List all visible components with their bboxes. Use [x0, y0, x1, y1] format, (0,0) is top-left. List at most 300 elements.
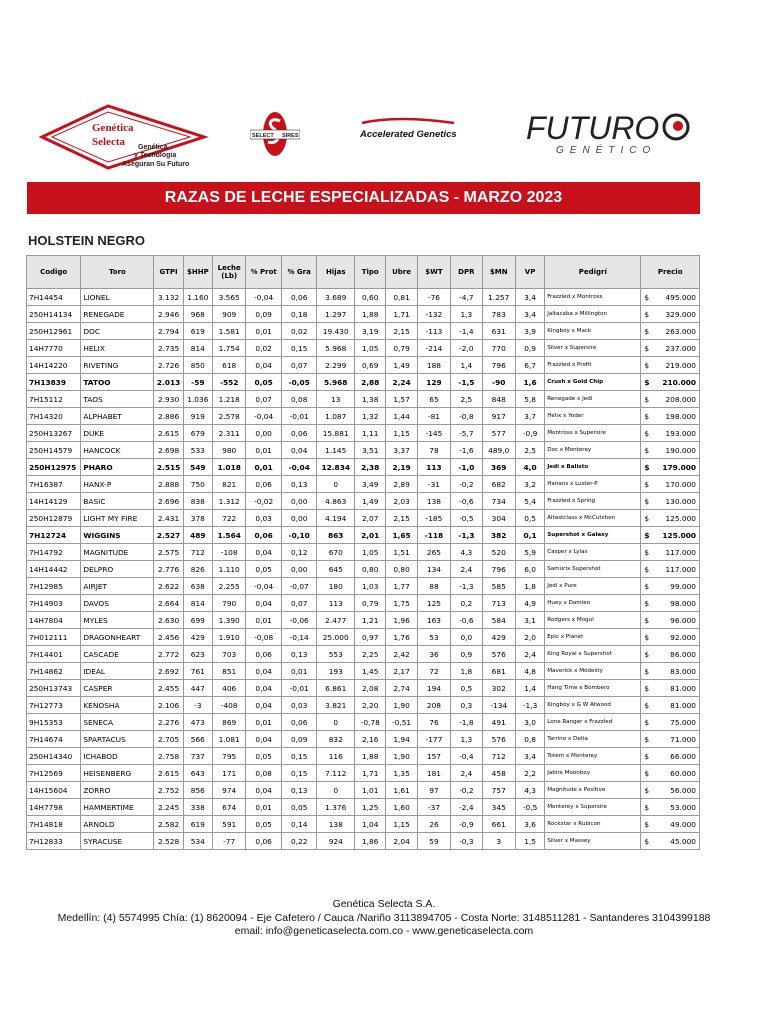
cell-mn: 681: [482, 663, 515, 680]
cell-leche-lb: -77: [212, 833, 245, 850]
cell-hijas: 2.299: [317, 357, 355, 374]
cell-mn: 712: [482, 748, 515, 765]
cell-hijas: 13: [317, 391, 355, 408]
cell-vp: 4,3: [515, 782, 544, 799]
cell-pedigr: Jedi x Pure: [545, 578, 641, 595]
table-row: [27, 663, 700, 680]
cell-ubre: 1,76: [386, 629, 417, 646]
cell-mn: 713: [482, 595, 515, 612]
cell-gra: 0,06: [281, 714, 317, 731]
cell-leche-lb: 618: [212, 357, 245, 374]
cell-precio: [641, 697, 700, 714]
cell-ubre: 1,57: [386, 391, 417, 408]
cell-toro: ZORRO: [81, 782, 154, 799]
cell-ubre: 1,15: [386, 816, 417, 833]
cell-hijas: 2.477: [317, 612, 355, 629]
cell-codigo: 7H14903: [27, 595, 81, 612]
cell-hhp: 712: [183, 544, 212, 561]
cell-mn: 491: [482, 714, 515, 731]
cell-codigo: 250H13267: [27, 425, 81, 442]
cell-ubre: 2,15: [386, 510, 417, 527]
cell-hhp: 968: [183, 306, 212, 323]
cell-vp: 0,1: [515, 527, 544, 544]
cell-pedigr: Frazzled x Profit: [545, 357, 641, 374]
cell-tipo: 3,49: [355, 476, 386, 493]
cell-wt: -113: [417, 323, 450, 340]
cell-wt: -177: [417, 731, 450, 748]
cell-dpr: -0,2: [451, 782, 482, 799]
cell-gtpi: 2.455: [154, 680, 183, 697]
cell-dpr: 0,9: [451, 646, 482, 663]
cell-leche-lb: 1.564: [212, 527, 245, 544]
cell-wt: 97: [417, 782, 450, 799]
col-header: Toro: [81, 256, 154, 289]
currency-symbol: $: [644, 632, 650, 642]
price-value: 96.000: [670, 615, 696, 625]
cell-tipo: 1,88: [355, 748, 386, 765]
table-row: [27, 714, 700, 731]
cell-leche-lb: 1.081: [212, 731, 245, 748]
cell-gra: -0,01: [281, 408, 317, 425]
currency-symbol: $: [644, 581, 650, 591]
cell-hijas: 5.968: [317, 374, 355, 391]
cell-ubre: 2,24: [386, 374, 417, 391]
table-row: [27, 765, 700, 782]
cell-ubre: 1,35: [386, 765, 417, 782]
cell-precio: [641, 561, 700, 578]
cell-leche-lb: -552: [212, 374, 245, 391]
cell-pedigr: Hanans x Luster-P: [545, 476, 641, 493]
cell-precio: [641, 408, 700, 425]
table-row: [27, 374, 700, 391]
logo-gs-tag1: Genética: [138, 144, 168, 151]
cell-wt: -132: [417, 306, 450, 323]
cell-vp: 1,6: [515, 374, 544, 391]
cell-prot: 0,04: [246, 595, 282, 612]
cell-tipo: 3,51: [355, 442, 386, 459]
cell-dpr: 0,2: [451, 595, 482, 612]
cell-gtpi: 2.615: [154, 425, 183, 442]
cell-leche-lb: 1.910: [212, 629, 245, 646]
cell-precio: [641, 289, 700, 306]
cell-wt: 36: [417, 646, 450, 663]
cell-tipo: 2,38: [355, 459, 386, 476]
cell-pedigr: Jedi x Balisto: [545, 459, 641, 476]
table-body: [27, 289, 700, 850]
cell-hhp: 623: [183, 646, 212, 663]
cell-dpr: -0,9: [451, 816, 482, 833]
cell-dpr: 0,0: [451, 629, 482, 646]
cell-hijas: 863: [317, 527, 355, 544]
cell-hijas: 6.861: [317, 680, 355, 697]
cell-codigo: 14H7804: [27, 612, 81, 629]
cell-gra: 0,07: [281, 595, 317, 612]
cell-precio: [641, 510, 700, 527]
cell-tipo: 2,20: [355, 697, 386, 714]
cell-mn: 917: [482, 408, 515, 425]
cell-toro: ARNOLD: [81, 816, 154, 833]
cell-leche-lb: 795: [212, 748, 245, 765]
cell-leche-lb: 821: [212, 476, 245, 493]
cell-gra: -0,04: [281, 459, 317, 476]
cell-mn: 661: [482, 816, 515, 833]
cell-tipo: 1,05: [355, 340, 386, 357]
cell-vp: 6,7: [515, 357, 544, 374]
cell-toro: BASIC: [81, 493, 154, 510]
logo-gs-tag3: Aseguran Su Futuro: [122, 161, 190, 168]
col-header: Precio: [641, 256, 700, 289]
cell-toro: RIVETING: [81, 357, 154, 374]
cell-gtpi: 2.946: [154, 306, 183, 323]
currency-symbol: $: [644, 309, 650, 319]
col-header: VP: [515, 256, 544, 289]
cell-ubre: 1,94: [386, 731, 417, 748]
cell-prot: 0,02: [246, 340, 282, 357]
price-value: 49.000: [670, 819, 696, 829]
cell-tipo: 2,88: [355, 374, 386, 391]
cell-toro: HAMMERTIME: [81, 799, 154, 816]
cell-leche-lb: 974: [212, 782, 245, 799]
price-value: 71.000: [670, 734, 696, 744]
cell-hijas: 7.112: [317, 765, 355, 782]
cell-leche-lb: 591: [212, 816, 245, 833]
cell-mn: 682: [482, 476, 515, 493]
cell-dpr: -0,8: [451, 408, 482, 425]
cell-vp: 0,8: [515, 731, 544, 748]
cell-codigo: 7H14674: [27, 731, 81, 748]
currency-symbol: $: [644, 428, 650, 438]
cell-prot: 0,06: [246, 646, 282, 663]
cell-toro: CASPER: [81, 680, 154, 697]
cell-ubre: 0,80: [386, 561, 417, 578]
cell-gra: 0,13: [281, 476, 317, 493]
cell-codigo: 7H12833: [27, 833, 81, 850]
cell-gtpi: 2.575: [154, 544, 183, 561]
cell-toro: HANX-P: [81, 476, 154, 493]
cell-vp: 3,2: [515, 476, 544, 493]
table-row: [27, 544, 700, 561]
cell-codigo: 14H14442: [27, 561, 81, 578]
cell-gra: -0,14: [281, 629, 317, 646]
cell-hijas: 1.145: [317, 442, 355, 459]
table-row: [27, 578, 700, 595]
currency-symbol: $: [644, 547, 650, 557]
currency-symbol: $: [644, 377, 650, 387]
cell-prot: 0,01: [246, 612, 282, 629]
cell-wt: 265: [417, 544, 450, 561]
col-header: Codigo: [27, 256, 81, 289]
price-value: 81.000: [670, 700, 696, 710]
cell-toro: MYLES: [81, 612, 154, 629]
cell-hhp: -3: [183, 697, 212, 714]
cell-gtpi: 2.698: [154, 442, 183, 459]
price-value: 83.000: [670, 666, 696, 676]
cell-tipo: 1,01: [355, 782, 386, 799]
price-value: 237.000: [665, 343, 696, 353]
cell-dpr: 4,3: [451, 544, 482, 561]
table-header-row: [27, 256, 700, 289]
cell-dpr: -2,0: [451, 340, 482, 357]
cell-pedigr: Supershot x Galaxy: [545, 527, 641, 544]
cell-mn: 345: [482, 799, 515, 816]
cell-mn: 770: [482, 340, 515, 357]
cell-ubre: 2,74: [386, 680, 417, 697]
price-value: 45.000: [670, 836, 696, 846]
table-row: [27, 561, 700, 578]
cell-toro: DELPRO: [81, 561, 154, 578]
cell-tipo: 1,03: [355, 578, 386, 595]
cell-pedigr: Renegade x Jedi: [545, 391, 641, 408]
col-header: $WT: [417, 256, 450, 289]
price-value: 198.000: [665, 411, 696, 421]
cell-hijas: 138: [317, 816, 355, 833]
cell-prot: -0,04: [246, 408, 282, 425]
cell-leche-lb: 2.311: [212, 425, 245, 442]
cell-hhp: 1.160: [183, 289, 212, 306]
cell-tipo: 0,69: [355, 357, 386, 374]
currency-symbol: $: [644, 462, 650, 472]
cell-gra: 0,15: [281, 748, 317, 765]
cell-precio: [641, 459, 700, 476]
cell-tipo: 0,97: [355, 629, 386, 646]
cell-wt: 188: [417, 357, 450, 374]
cell-codigo: 250H12975: [27, 459, 81, 476]
cell-hhp: 473: [183, 714, 212, 731]
cell-tipo: 1,32: [355, 408, 386, 425]
cell-gra: 0,01: [281, 663, 317, 680]
cell-vp: 5,8: [515, 391, 544, 408]
price-value: 329.000: [665, 309, 696, 319]
cell-wt: 59: [417, 833, 450, 850]
cell-gtpi: 2.726: [154, 357, 183, 374]
cell-leche-lb: -408: [212, 697, 245, 714]
cell-gra: -0,06: [281, 612, 317, 629]
cell-pedigr: Frazzled x Montross: [545, 289, 641, 306]
futuro-sub-text: GENÉTICO: [556, 145, 657, 156]
cell-prot: 0,00: [246, 425, 282, 442]
cell-vp: 0,5: [515, 510, 544, 527]
cell-dpr: 2,4: [451, 561, 482, 578]
cell-toro: KENOSHA: [81, 697, 154, 714]
cell-gra: -0,01: [281, 680, 317, 697]
cell-gtpi: 2.527: [154, 527, 183, 544]
cell-wt: 113: [417, 459, 450, 476]
cell-gtpi: 2.622: [154, 578, 183, 595]
cell-gra: 0,08: [281, 391, 317, 408]
cell-dpr: -0,6: [451, 493, 482, 510]
price-value: 190.000: [665, 445, 696, 455]
cell-prot: 0,01: [246, 714, 282, 731]
cell-gtpi: 2.886: [154, 408, 183, 425]
cell-precio: [641, 306, 700, 323]
table-row: [27, 493, 700, 510]
cell-toro: WIGGINS: [81, 527, 154, 544]
cell-hijas: 924: [317, 833, 355, 850]
cell-precio: [641, 680, 700, 697]
cell-pedigr: Rockstar x Rubicon: [545, 816, 641, 833]
cell-prot: -0,04: [246, 578, 282, 595]
table-row: [27, 323, 700, 340]
cell-hijas: 645: [317, 561, 355, 578]
cell-codigo: 14H15604: [27, 782, 81, 799]
cell-ubre: 0,81: [386, 289, 417, 306]
cell-vp: 4,9: [515, 595, 544, 612]
price-value: 98.000: [670, 598, 696, 608]
cell-dpr: -0,3: [451, 833, 482, 850]
cell-mn: 458: [482, 765, 515, 782]
table-row: [27, 629, 700, 646]
cell-leche-lb: 406: [212, 680, 245, 697]
cell-leche-lb: 790: [212, 595, 245, 612]
price-value: 210.000: [662, 377, 696, 387]
cell-gra: 0,15: [281, 765, 317, 782]
cell-hhp: 826: [183, 561, 212, 578]
currency-symbol: $: [644, 513, 650, 523]
cell-mn: 304: [482, 510, 515, 527]
cell-gra: 0,06: [281, 425, 317, 442]
cell-hijas: 5.968: [317, 340, 355, 357]
cell-vp: 6,0: [515, 561, 544, 578]
currency-symbol: $: [644, 479, 650, 489]
cell-gtpi: 2.752: [154, 782, 183, 799]
cell-gra: 0,03: [281, 697, 317, 714]
cell-wt: 138: [417, 493, 450, 510]
cell-prot: 0,04: [246, 663, 282, 680]
currency-symbol: $: [644, 292, 650, 302]
price-value: 99.000: [670, 581, 696, 591]
cell-tipo: 1,21: [355, 612, 386, 629]
cell-codigo: 14H7770: [27, 340, 81, 357]
cell-prot: 0,06: [246, 833, 282, 850]
table-row: [27, 527, 700, 544]
cell-gtpi: 2.106: [154, 697, 183, 714]
cell-leche-lb: 909: [212, 306, 245, 323]
section-title: HOLSTEIN NEGRO: [28, 233, 146, 248]
genetica-selecta-logo: [38, 103, 238, 171]
cell-hijas: 3.821: [317, 697, 355, 714]
cell-wt: 157: [417, 748, 450, 765]
cell-precio: [641, 476, 700, 493]
cell-pedigr: Kingboy x Mack: [545, 323, 641, 340]
cell-toro: DOC: [81, 323, 154, 340]
cell-ubre: 3,37: [386, 442, 417, 459]
price-value: 193.000: [665, 428, 696, 438]
cell-mn: 631: [482, 323, 515, 340]
cell-codigo: 7H14862: [27, 663, 81, 680]
cell-prot: 0,04: [246, 731, 282, 748]
cell-gtpi: 2.705: [154, 731, 183, 748]
price-value: 86.000: [670, 649, 696, 659]
cell-codigo: 14H14129: [27, 493, 81, 510]
cell-leche-lb: 2.255: [212, 578, 245, 595]
price-value: 92.000: [670, 632, 696, 642]
currency-symbol: $: [644, 530, 650, 540]
cell-codigo: 14H7798: [27, 799, 81, 816]
cell-codigo: 7H14401: [27, 646, 81, 663]
cell-hhp: 761: [183, 663, 212, 680]
cell-precio: [641, 663, 700, 680]
cell-ubre: 1,90: [386, 748, 417, 765]
cell-vp: 5,4: [515, 493, 544, 510]
cell-precio: [641, 748, 700, 765]
cell-toro: LIGHT MY FIRE: [81, 510, 154, 527]
cell-tipo: 1,11: [355, 425, 386, 442]
cell-tipo: 2,07: [355, 510, 386, 527]
price-value: 53.000: [670, 802, 696, 812]
cell-hhp: 643: [183, 765, 212, 782]
cell-ubre: 1,44: [386, 408, 417, 425]
cell-wt: -145: [417, 425, 450, 442]
cell-wt: 65: [417, 391, 450, 408]
cell-hijas: 12.834: [317, 459, 355, 476]
cell-mn: 783: [482, 306, 515, 323]
cell-gtpi: 2.696: [154, 493, 183, 510]
footer-email: email: info@geneticaselecta.com.co - www.geneticaselecta.com: [234, 925, 534, 937]
cell-precio: [641, 595, 700, 612]
cell-prot: 0,01: [246, 459, 282, 476]
cell-tipo: 1,04: [355, 816, 386, 833]
cell-mn: 3: [482, 833, 515, 850]
cell-prot: 0,01: [246, 799, 282, 816]
cell-pedigr: Helix x Yoder: [545, 408, 641, 425]
cell-vp: 3,0: [515, 714, 544, 731]
cell-prot: 0,07: [246, 391, 282, 408]
cell-toro: DRAGONHEART: [81, 629, 154, 646]
cell-pedigr: Epic x Planet: [545, 629, 641, 646]
cell-wt: -185: [417, 510, 450, 527]
cell-vp: 1,4: [515, 680, 544, 697]
cell-leche-lb: 2.578: [212, 408, 245, 425]
cell-mn: 796: [482, 357, 515, 374]
cell-gra: 0,13: [281, 646, 317, 663]
price-value: 66.000: [670, 751, 696, 761]
cell-tipo: 1,05: [355, 544, 386, 561]
cell-pedigr: Crush x Gold Chip: [545, 374, 641, 391]
cell-tipo: 0,79: [355, 595, 386, 612]
logo-gs-line1: Genética: [92, 122, 134, 134]
cell-ubre: 1,65: [386, 527, 417, 544]
bulls-table: [26, 255, 700, 850]
cell-codigo: 7H14320: [27, 408, 81, 425]
table-row: [27, 595, 700, 612]
cell-vp: 0,9: [515, 340, 544, 357]
cell-mn: 757: [482, 782, 515, 799]
table-row: [27, 425, 700, 442]
cell-hijas: 113: [317, 595, 355, 612]
cell-hhp: 838: [183, 493, 212, 510]
logo-bar: [0, 95, 768, 175]
price-value: 125.000: [662, 530, 696, 540]
cell-gtpi: 2.013: [154, 374, 183, 391]
cell-pedigr: Maverick x Modesty: [545, 663, 641, 680]
logo-gs-tag2: y Tecnología: [134, 152, 177, 159]
cell-gra: -0,05: [281, 374, 317, 391]
accelerated-genetics-logo: [358, 117, 468, 147]
cell-ubre: -0,51: [386, 714, 417, 731]
cell-gra: 0,22: [281, 833, 317, 850]
cell-toro: MAGNITUDE: [81, 544, 154, 561]
cell-hhp: 750: [183, 476, 212, 493]
cell-wt: -214: [417, 340, 450, 357]
cell-vp: 3,7: [515, 408, 544, 425]
cell-tipo: 0,80: [355, 561, 386, 578]
cell-hhp: 638: [183, 578, 212, 595]
currency-symbol: $: [644, 666, 650, 676]
cell-pedigr: Totem x Monterey: [545, 748, 641, 765]
cell-mn: 576: [482, 731, 515, 748]
currency-symbol: $: [644, 343, 650, 353]
price-value: 263.000: [665, 326, 696, 336]
